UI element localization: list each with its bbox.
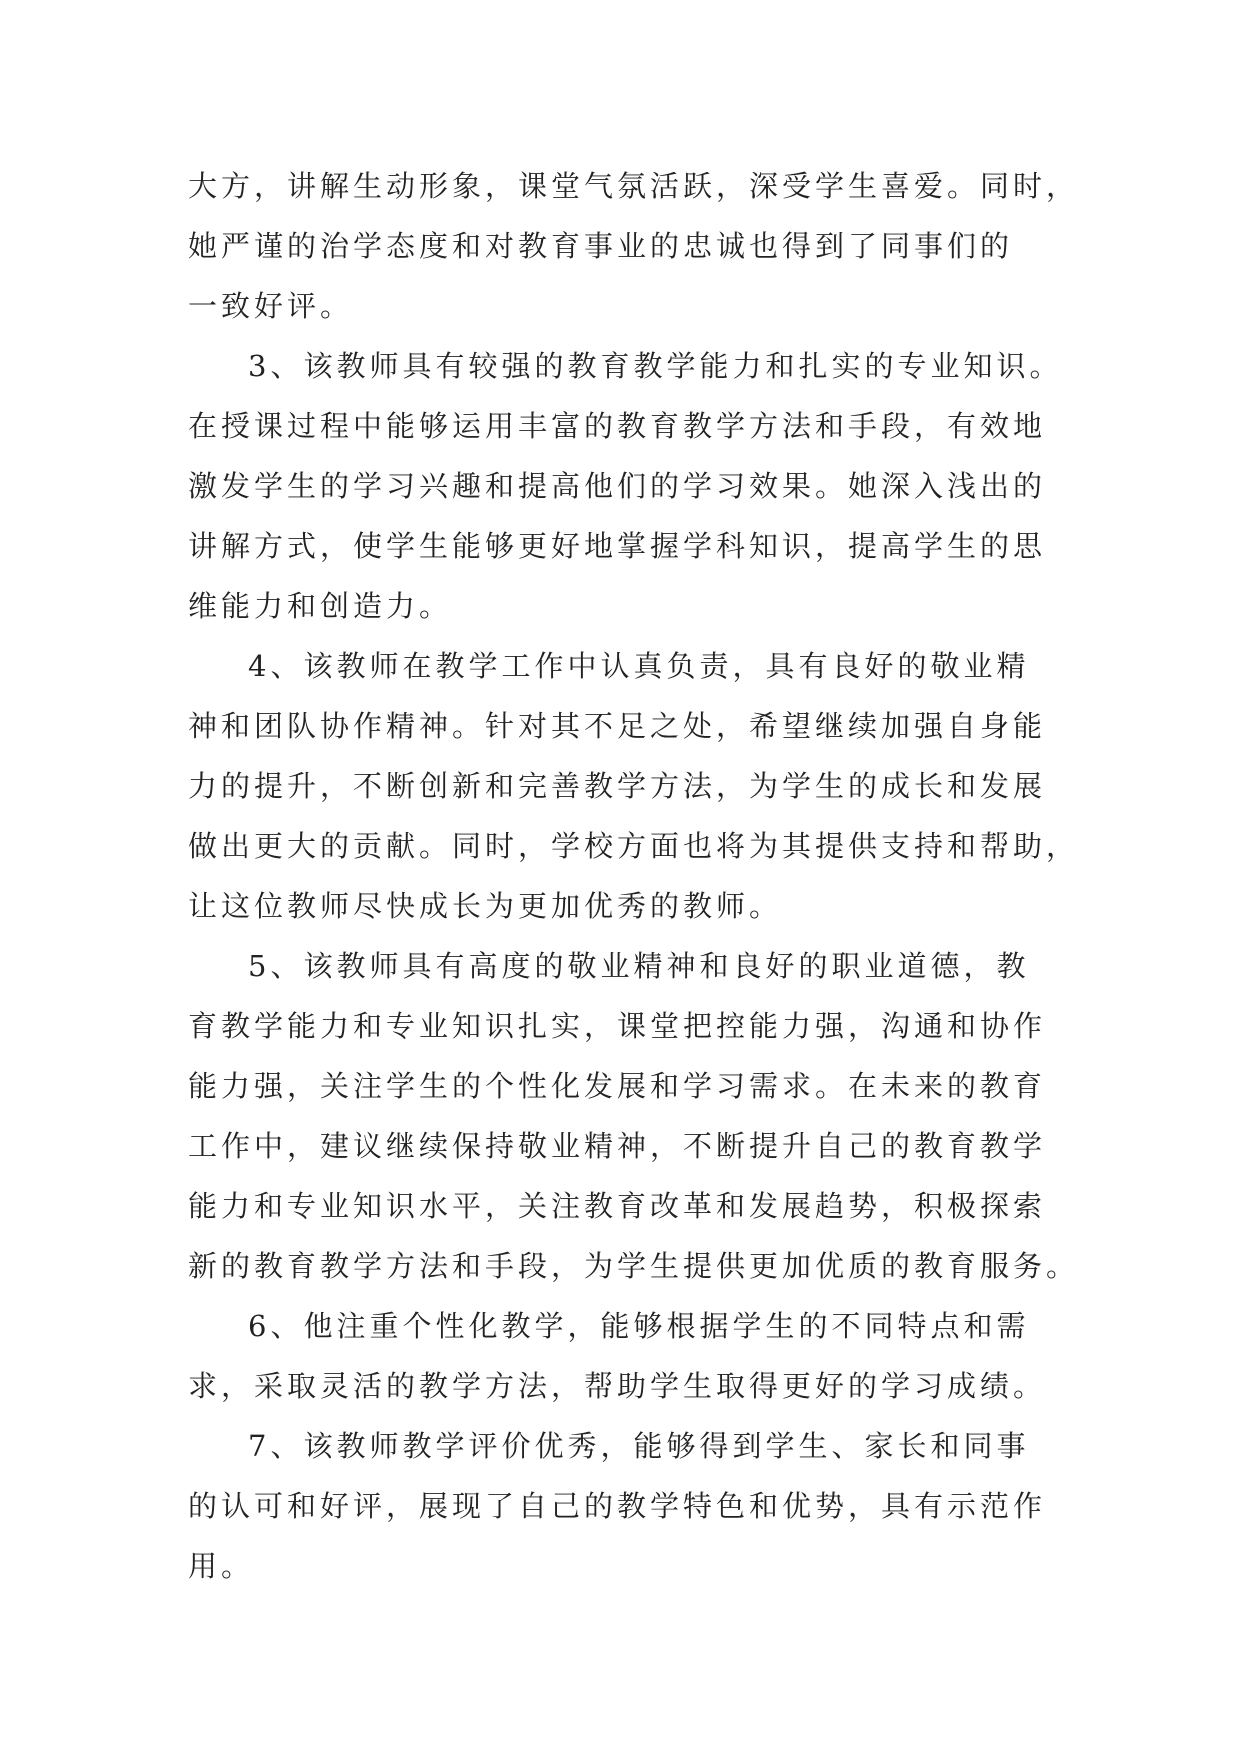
- text-line: 育教学能力和专业知识扎实，课堂把控能力强，沟通和协作: [188, 1009, 1047, 1043]
- paragraph-4-start: 4、该教师在教学工作中认真负责，具有良好的敬业精: [248, 649, 1030, 683]
- paragraph-3-start: 3、该教师具有较强的教育教学能力和扎实的专业知识。: [248, 349, 1063, 383]
- paragraph-5-start: 5、该教师具有高度的敬业精神和良好的职业道德，教: [248, 949, 1030, 983]
- text-line: 用。: [188, 1549, 255, 1583]
- text-line: 维能力和创造力。: [188, 589, 453, 623]
- text-line: 能力强，关注学生的个性化发展和学习需求。在未来的教育: [188, 1069, 1047, 1103]
- text-line: 一致好评。: [188, 289, 354, 323]
- text-line: 能力和专业知识水平，关注教育改革和发展趋势，积极探索: [188, 1189, 1047, 1223]
- document-body: [188, 156, 1080, 1596]
- text-line: 工作中，建议继续保持敬业精神，不断提升自己的教育教学: [188, 1129, 1047, 1163]
- text-line: 力的提升，不断创新和完善教学方法，为学生的成长和发展: [188, 769, 1047, 803]
- text-line: 讲解方式，使学生能够更好地掌握学科知识，提高学生的思: [188, 529, 1047, 563]
- text-line: 新的教育教学方法和手段，为学生提供更加优质的教育服务。: [188, 1249, 1080, 1283]
- paragraph-7-start: 7、该教师教学评价优秀，能够得到学生、家长和同事: [248, 1429, 1030, 1463]
- text-line: 激发学生的学习兴趣和提高他们的学习效果。她深入浅出的: [188, 469, 1047, 503]
- text-line: 神和团队协作精神。针对其不足之处，希望继续加强自身能: [188, 709, 1047, 743]
- text-line: 做出更大的贡献。同时，学校方面也将为其提供支持和帮助，: [188, 829, 1080, 863]
- text-line: 的认可和好评，展现了自己的教学特色和优势，具有示范作: [188, 1489, 1047, 1523]
- paragraph-6-start: 6、他注重个性化教学，能够根据学生的不同特点和需: [248, 1309, 1030, 1343]
- text-line: 求，采取灵活的教学方法，帮助学生取得更好的学习成绩。: [188, 1369, 1047, 1403]
- text-line: 在授课过程中能够运用丰富的教育教学方法和手段，有效地: [188, 409, 1047, 443]
- text-line: 让这位教师尽快成长为更加优秀的教师。: [188, 889, 783, 923]
- text-line: 大方，讲解生动形象，课堂气氛活跃，深受学生喜爱。同时，: [188, 169, 1080, 203]
- text-line: 她严谨的治学态度和对教育事业的忠诚也得到了同事们的: [188, 229, 1014, 263]
